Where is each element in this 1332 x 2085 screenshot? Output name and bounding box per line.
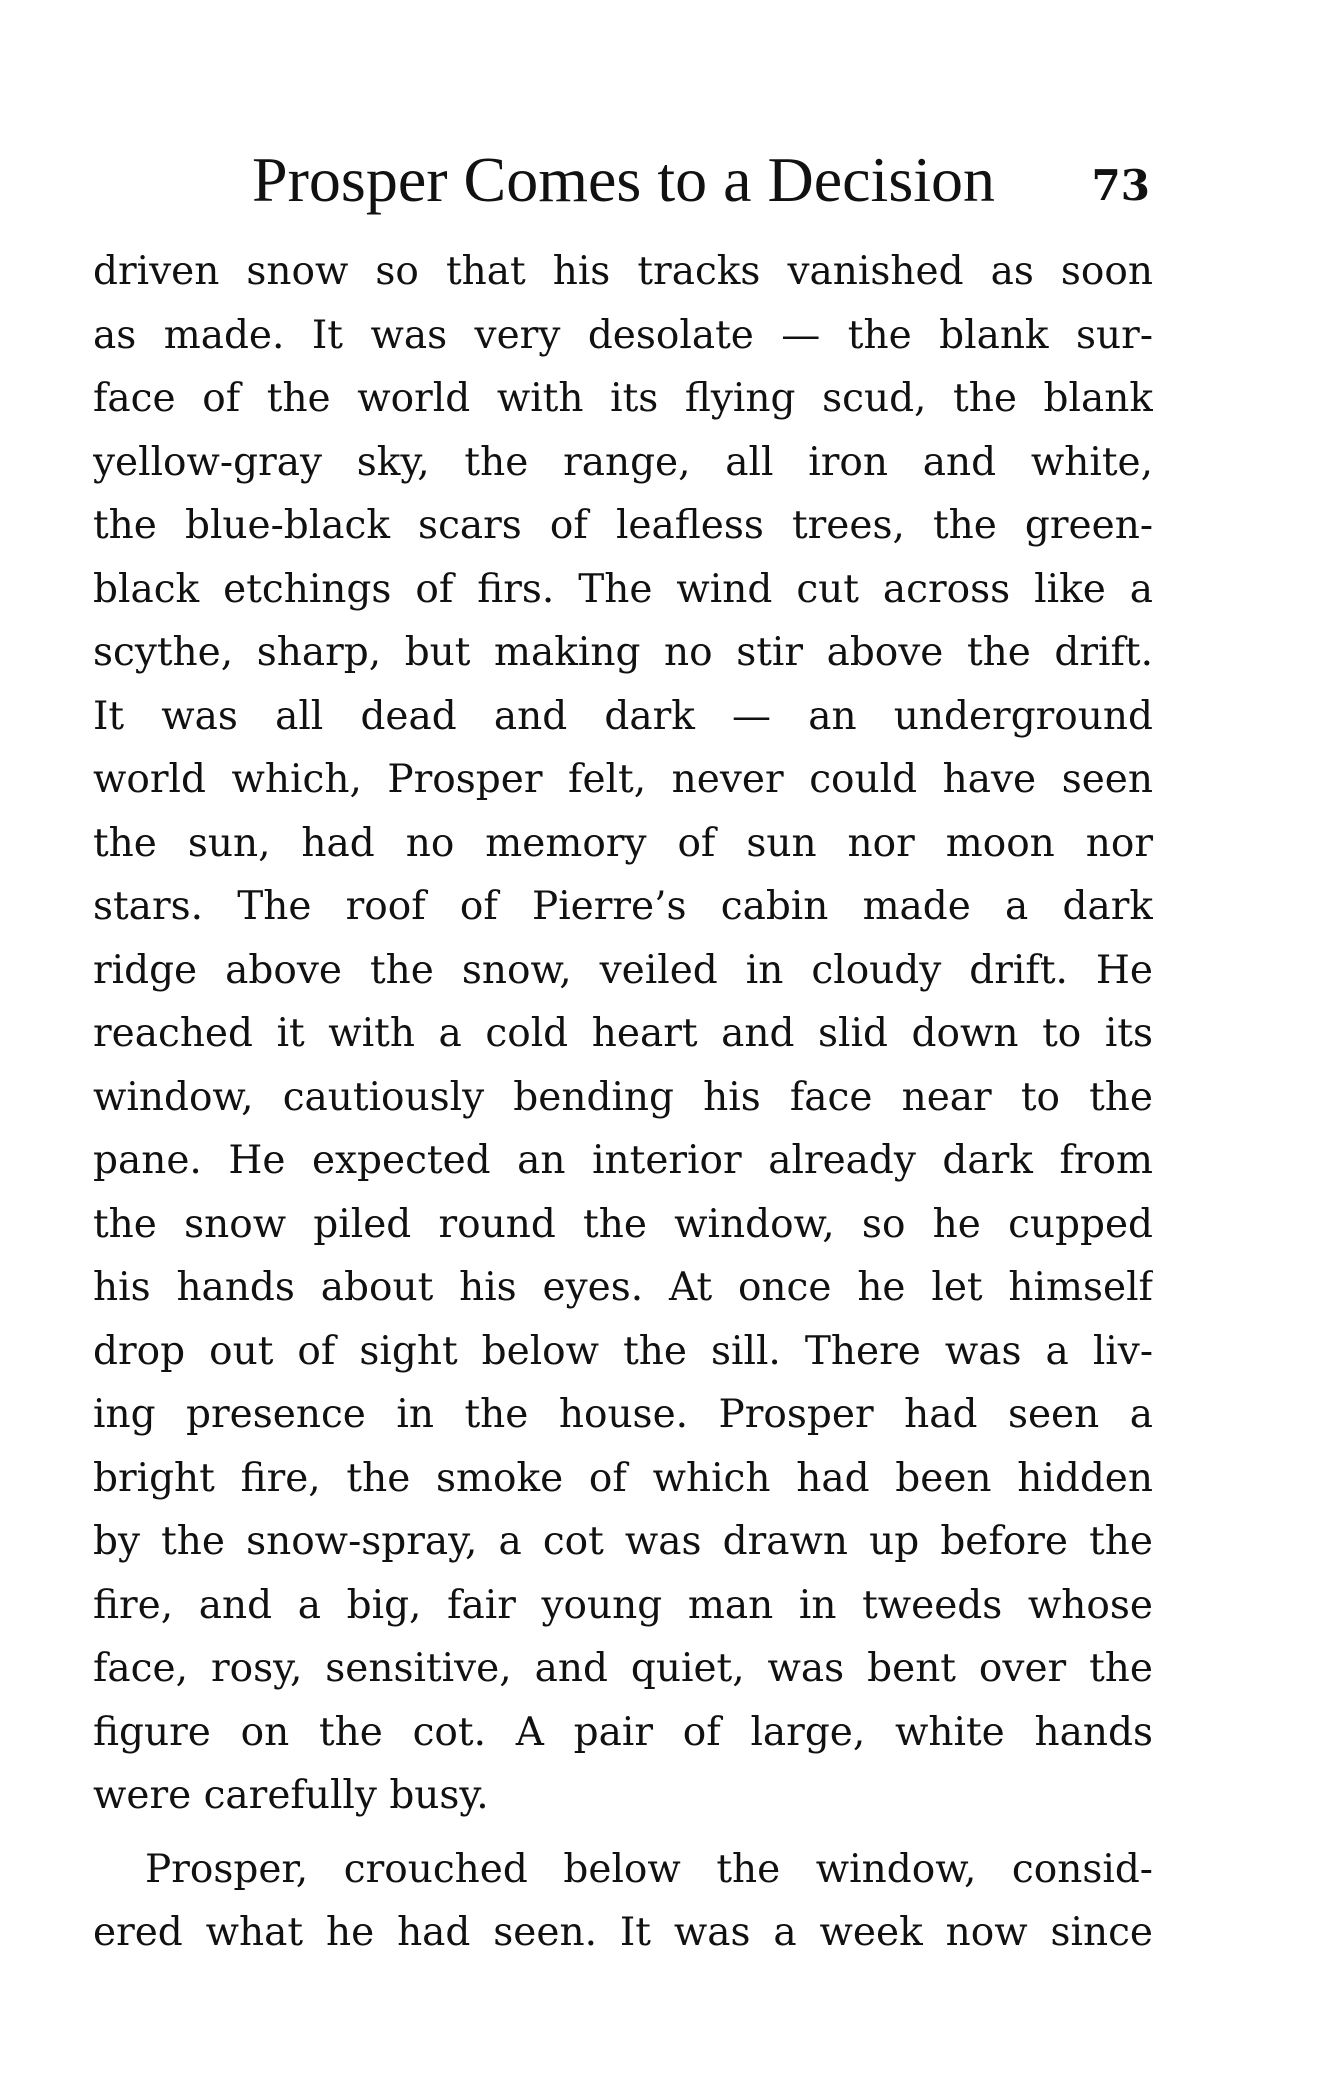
text-line: the sun, had no memory of sun nor moon nor	[93, 820, 1153, 866]
running-head	[90, 138, 1150, 228]
paragraph-1	[93, 240, 1153, 1828]
running-title: Prosper Comes to a Decision	[252, 144, 995, 215]
text-line: black etchings of firs. The wind cut across like a	[93, 566, 1153, 612]
text-line: pane. He expected an interior already dark from	[93, 1138, 1153, 1183]
text-line: were carefully busy.	[93, 1773, 489, 1818]
paragraph-gap	[93, 1828, 1153, 1838]
text-line: by the snow-spray, a cot was drawn up before the	[93, 1519, 1153, 1564]
text-line: figure on the cot. A pair of large, white hands	[93, 1709, 1153, 1755]
text-line: ered what he had seen. It was a week now since	[93, 1910, 1153, 1955]
text-line: yellow-gray sky, the range, all iron and white,	[93, 439, 1153, 485]
paragraph-2	[93, 1838, 1153, 1965]
body-text	[93, 240, 1153, 1965]
text-line: world which, Prosper felt, never could have seen	[93, 757, 1153, 802]
text-line: driven snow so that his tracks vanished as soon	[93, 249, 1153, 294]
text-line: bright fire, the smoke of which had been hidden	[93, 1455, 1153, 1501]
text-line: scythe, sharp, but making no stir above the drift.	[93, 630, 1153, 675]
text-line: It was all dead and dark — an underground	[93, 693, 1153, 739]
text-line: window, cautiously bending his face near to the	[93, 1074, 1153, 1120]
text-line: his hands about his eyes. At once he let himself	[93, 1265, 1153, 1310]
text-line: face, rosy, sensitive, and quiet, was bent over the	[93, 1646, 1153, 1691]
text-line: stars. The roof of Pierre’s cabin made a dark	[93, 884, 1153, 929]
text-line: the blue-black scars of leafless trees, the green-	[93, 503, 1153, 548]
text-line: drop out of sight below the sill. There was a liv-	[93, 1328, 1153, 1374]
text-line: ing presence in the house. Prosper had seen a	[93, 1392, 1153, 1437]
text-line: reached it with a cold heart and slid down to its	[93, 1011, 1153, 1056]
page-number: 73	[1091, 161, 1150, 210]
text-line: face of the world with its flying scud, the blank	[93, 376, 1153, 421]
text-line: ridge above the snow, veiled in cloudy drift. He	[93, 947, 1153, 993]
text-line: fire, and a big, fair young man in tweeds whose	[93, 1582, 1153, 1628]
text-line: the snow piled round the window, so he cupped	[93, 1201, 1153, 1247]
text-line: as made. It was very desolate — the blank sur-	[93, 312, 1153, 358]
text-line: Prosper, crouched below the window, consid-	[145, 1846, 1153, 1892]
